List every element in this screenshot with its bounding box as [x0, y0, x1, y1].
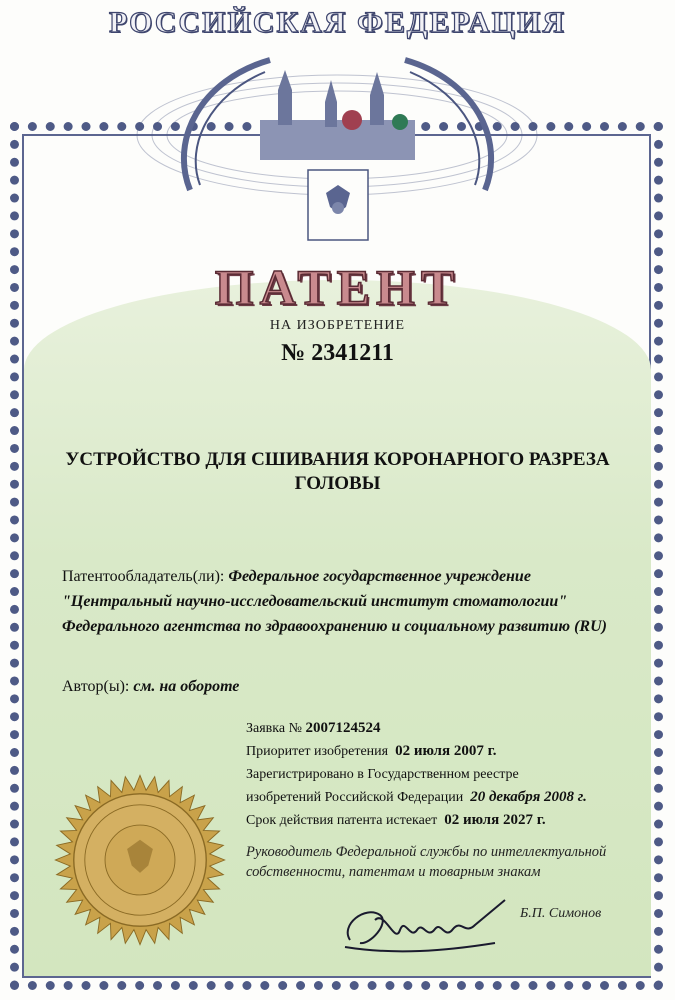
- gold-seal-icon: [48, 768, 232, 952]
- registered-label-line-2: изобретений Российской Федерации: [246, 790, 464, 805]
- application-value: 2007124524: [305, 720, 381, 736]
- registered-row: [246, 786, 646, 809]
- kremlin-wreath-emblem: [130, 40, 545, 250]
- priority-label: Приоритет изобретения: [246, 744, 389, 759]
- document-subtitle: НА ИЗОБРЕТЕНИЕ: [269, 318, 406, 333]
- authors: [62, 678, 622, 696]
- registered-value: 20 декабря 2008 г.: [470, 789, 587, 805]
- priority-row: [246, 740, 646, 763]
- registered-label-line-1: Зарегистрировано в Государственном реестре: [246, 767, 519, 782]
- validity-label: Срок действия патента истекает: [246, 813, 438, 828]
- invention-title: УСТРОЙСТВО ДЛЯ СШИВАНИЯ КОРОНАРНОГО РАЗРЕЗА ГОЛОВЫ: [65, 449, 610, 494]
- official-position: Руководитель Федеральной службы по интеллектуальной собственности, патентам и товарным знакам: [246, 844, 607, 880]
- signer-name: Б.П. Симонов: [520, 906, 602, 921]
- authors-label: Автор(ы):: [62, 678, 130, 695]
- application-label: Заявка №: [246, 721, 302, 736]
- validity-value: 02 июля 2027 г.: [444, 812, 546, 828]
- holder-value: Федеральное государственное учреждение "Центральный научно-исследовательский институт стоматологии" Федерального агентства по здравоохранению и социальному развитию (RU): [62, 568, 607, 635]
- validity-row: [246, 809, 646, 832]
- authors-value: см. на обороте: [133, 678, 240, 695]
- registration-details: [246, 717, 646, 832]
- priority-value: 02 июля 2007 г.: [395, 743, 497, 759]
- holder-label: Патентообладатель(ли):: [62, 568, 225, 585]
- handwritten-signature: [335, 885, 515, 965]
- document-type-word: ПАТЕНТ: [214, 259, 461, 315]
- patent-number: № 2341211: [281, 340, 394, 366]
- country-header: РОССИЙСКАЯ ФЕДЕРАЦИЯ: [108, 6, 566, 39]
- application-row: [246, 717, 646, 740]
- patent-holder: [62, 564, 622, 639]
